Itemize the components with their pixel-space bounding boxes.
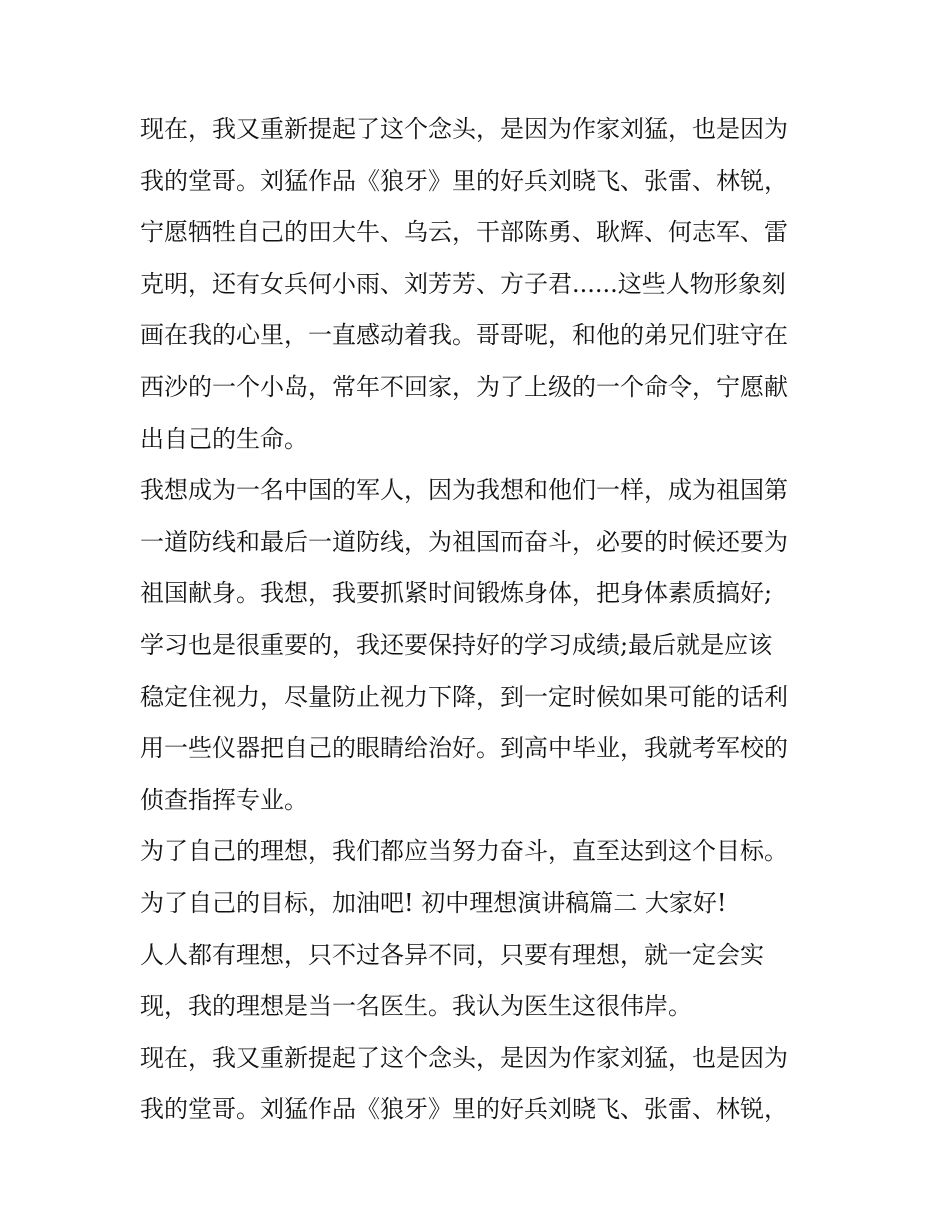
document-body [140, 104, 820, 1136]
text-line: 侦查指挥专业。 [140, 785, 308, 814]
text-line: 现在，我又重新提起了这个念头，是因为作家刘猛，也是因为 [140, 1043, 788, 1072]
text-line: 画在我的心里，一直感动着我。哥哥呢，和他的弟兄们驻守在 [140, 321, 788, 350]
text-line: 稳定住视力，尽量防止视力下降，到一定时候如果可能的话利 [140, 682, 788, 711]
text-line: 我的堂哥。刘猛作品《狼牙》里的好兵刘晓飞、张雷、林锐， [140, 1095, 788, 1124]
text-line: 用一些仪器把自己的眼睛给治好。到高中毕业，我就考军校的 [140, 734, 788, 763]
text-line: 宁愿牺牲自己的田大牛、乌云，干部陈勇、耿辉、何志军、雷 [140, 218, 788, 247]
text-line: 为了自己的目标，加油吧! 初中理想演讲稿篇二 大家好! [140, 888, 727, 917]
text-line: 现，我的理想是当一名医生。我认为医生这很伟岸。 [140, 992, 692, 1021]
text-line: 克明，还有女兵何小雨、刘芳芳、方子君......这些人物形象刻 [140, 269, 786, 298]
text-line: 学习也是很重要的，我还要保持好的学习成绩;最后就是应该 [140, 630, 773, 659]
text-line: 一道防线和最后一道防线，为祖国而奋斗，必要的时候还要为 [140, 527, 788, 556]
text-line: 我的堂哥。刘猛作品《狼牙》里的好兵刘晓飞、张雷、林锐， [140, 166, 788, 195]
text-line: 出自己的生命。 [140, 424, 308, 453]
text-line: 祖国献身。我想，我要抓紧时间锻炼身体，把身体素质搞好; [140, 579, 773, 608]
text-line: 人人都有理想，只不过各异不同，只要有理想，就一定会实 [140, 940, 764, 969]
text-line: 西沙的一个小岛，常年不回家，为了上级的一个命令，宁愿献 [140, 372, 788, 401]
text-line: 现在，我又重新提起了这个念头，是因为作家刘猛，也是因为 [140, 115, 788, 143]
text-line: 我想成为一名中国的军人，因为我想和他们一样，成为祖国第 [140, 476, 788, 505]
text-line: 为了自己的理想，我们都应当努力奋斗，直至达到这个目标。 [140, 837, 788, 866]
